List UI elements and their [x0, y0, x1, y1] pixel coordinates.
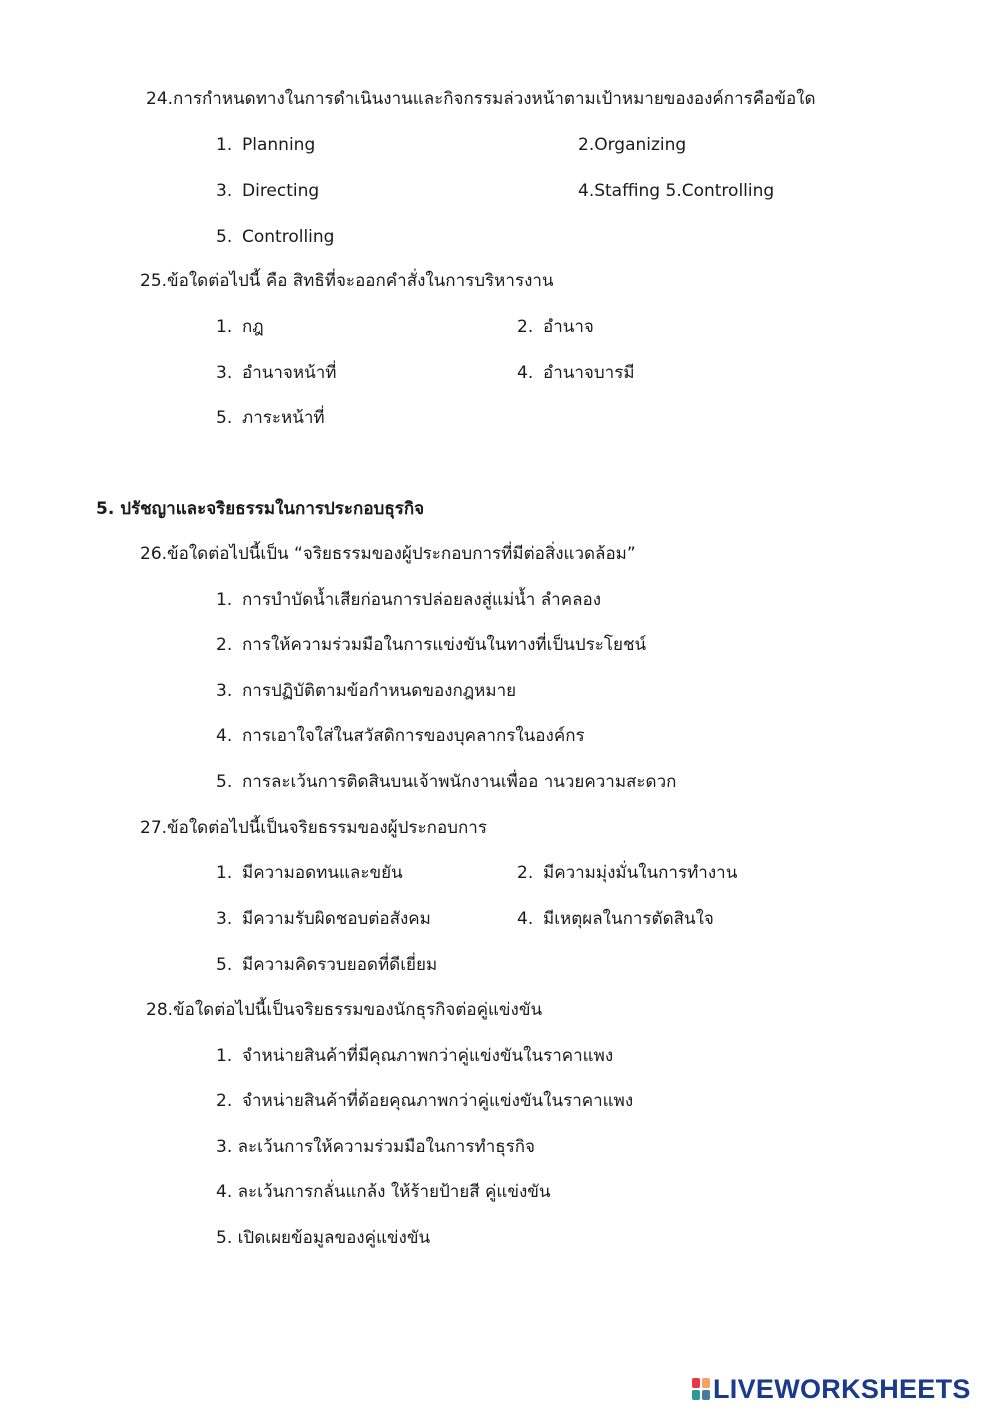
q24-option-2[interactable]: 2.Organizing — [578, 135, 687, 155]
q28-option-2[interactable]: 2. จำหน่ายสินค้าที่ด้อยคุณภาพกว่าคู่แข่งขันในราคาแพง — [216, 1091, 634, 1111]
q27-option-5[interactable]: 5. มีความคิดรวบยอดที่ดีเยี่ยม — [216, 955, 438, 975]
q28-option-5[interactable]: 5. เปิดเผยข้อมูลของคู่แข่งขัน — [216, 1228, 431, 1248]
q25-option-2[interactable]: 2. อำนาจ — [517, 317, 594, 337]
q26-option-5[interactable]: 5. การละเว้นการติดสินบนเจ้าพนักงานเพื่ออ านวยความสะดวก — [216, 772, 677, 792]
q26-option-4[interactable]: 4. การเอาใจใส่ในสวัสดิการของบุคลากรในองค์กร — [216, 726, 585, 746]
q25-option-5[interactable]: 5. ภาระหน้าที่ — [216, 408, 325, 428]
question-25: 25.ข้อใดต่อไปนี้ คือ สิทธิที่จะออกคำสั่งในการบริหารงาน — [140, 271, 554, 291]
q28-option-4[interactable]: 4. ละเว้นการกลั่นแกล้ง ให้ร้ายป้ายสี คู่แข่งขัน — [216, 1182, 551, 1202]
logo-square-4 — [702, 1390, 710, 1400]
q26-option-3[interactable]: 3. การปฏิบัติตามข้อกำหนดของกฎหมาย — [216, 681, 517, 701]
logo-square-3 — [692, 1390, 700, 1400]
question-24: 24.การกำหนดทางในการดำเนินงานและกิจกรรมล่วงหน้าตามเป้าหมายขององค์การคือข้อใด — [146, 89, 816, 109]
question-28: 28.ข้อใดต่อไปนี้เป็นจริยธรรมของนักธุรกิจต่อคู่แข่งขัน — [146, 1000, 543, 1020]
q28-option-3[interactable]: 3. ละเว้นการให้ความร่วมมือในการทำธุรกิจ — [216, 1137, 535, 1157]
q24-option-4[interactable]: 4.Staffing 5.Controlling — [578, 181, 775, 201]
q24-option-3[interactable]: 3. Directing — [216, 181, 320, 201]
q28-option-1[interactable]: 1. จำหน่ายสินค้าที่มีคุณภาพกว่าคู่แข่งขันในราคาแพง — [216, 1046, 614, 1066]
q25-option-3[interactable]: 3. อำนาจหน้าที่ — [216, 363, 337, 383]
q25-option-4[interactable]: 4. อำนาจบารมี — [517, 363, 635, 383]
q26-option-2[interactable]: 2. การให้ความร่วมมือในการแข่งขันในทางที่เป็นประโยชน์ — [216, 635, 647, 655]
q27-option-3[interactable]: 3. มีความรับผิดชอบต่อสังคม — [216, 909, 431, 929]
q25-option-1[interactable]: 1. กฎ — [216, 317, 264, 337]
logo-mark-icon — [692, 1378, 710, 1400]
logo-square-2 — [702, 1378, 710, 1388]
logo-text: LIVEWORKSHEETS — [713, 1373, 971, 1404]
q24-option-1[interactable]: 1. Planning — [216, 135, 316, 155]
section-heading: 5. ปรัชญาและจริยธรรมในการประกอบธุรกิจ — [96, 499, 425, 519]
question-27: 27.ข้อใดต่อไปนี้เป็นจริยธรรมของผู้ประกอบการ — [140, 818, 487, 838]
liveworksheets-logo[interactable] — [692, 1374, 971, 1404]
q27-option-2[interactable]: 2. มีความมุ่งมั่นในการทำงาน — [517, 863, 738, 883]
q26-option-1[interactable]: 1. การบำบัดน้ำเสียก่อนการปล่อยลงสู่แม่น้ำ ลำคลอง — [216, 590, 602, 610]
q24-option-5[interactable]: 5. Controlling — [216, 227, 335, 247]
question-26: 26.ข้อใดต่อไปนี้เป็น “จริยธรรมของผู้ประกอบการที่มีต่อสิ่งแวดล้อม” — [140, 544, 636, 564]
logo-square-1 — [692, 1378, 700, 1388]
q27-option-1[interactable]: 1. มีความอดทนและขยัน — [216, 863, 403, 883]
q27-option-4[interactable]: 4. มีเหตุผลในการตัดสินใจ — [517, 909, 714, 929]
